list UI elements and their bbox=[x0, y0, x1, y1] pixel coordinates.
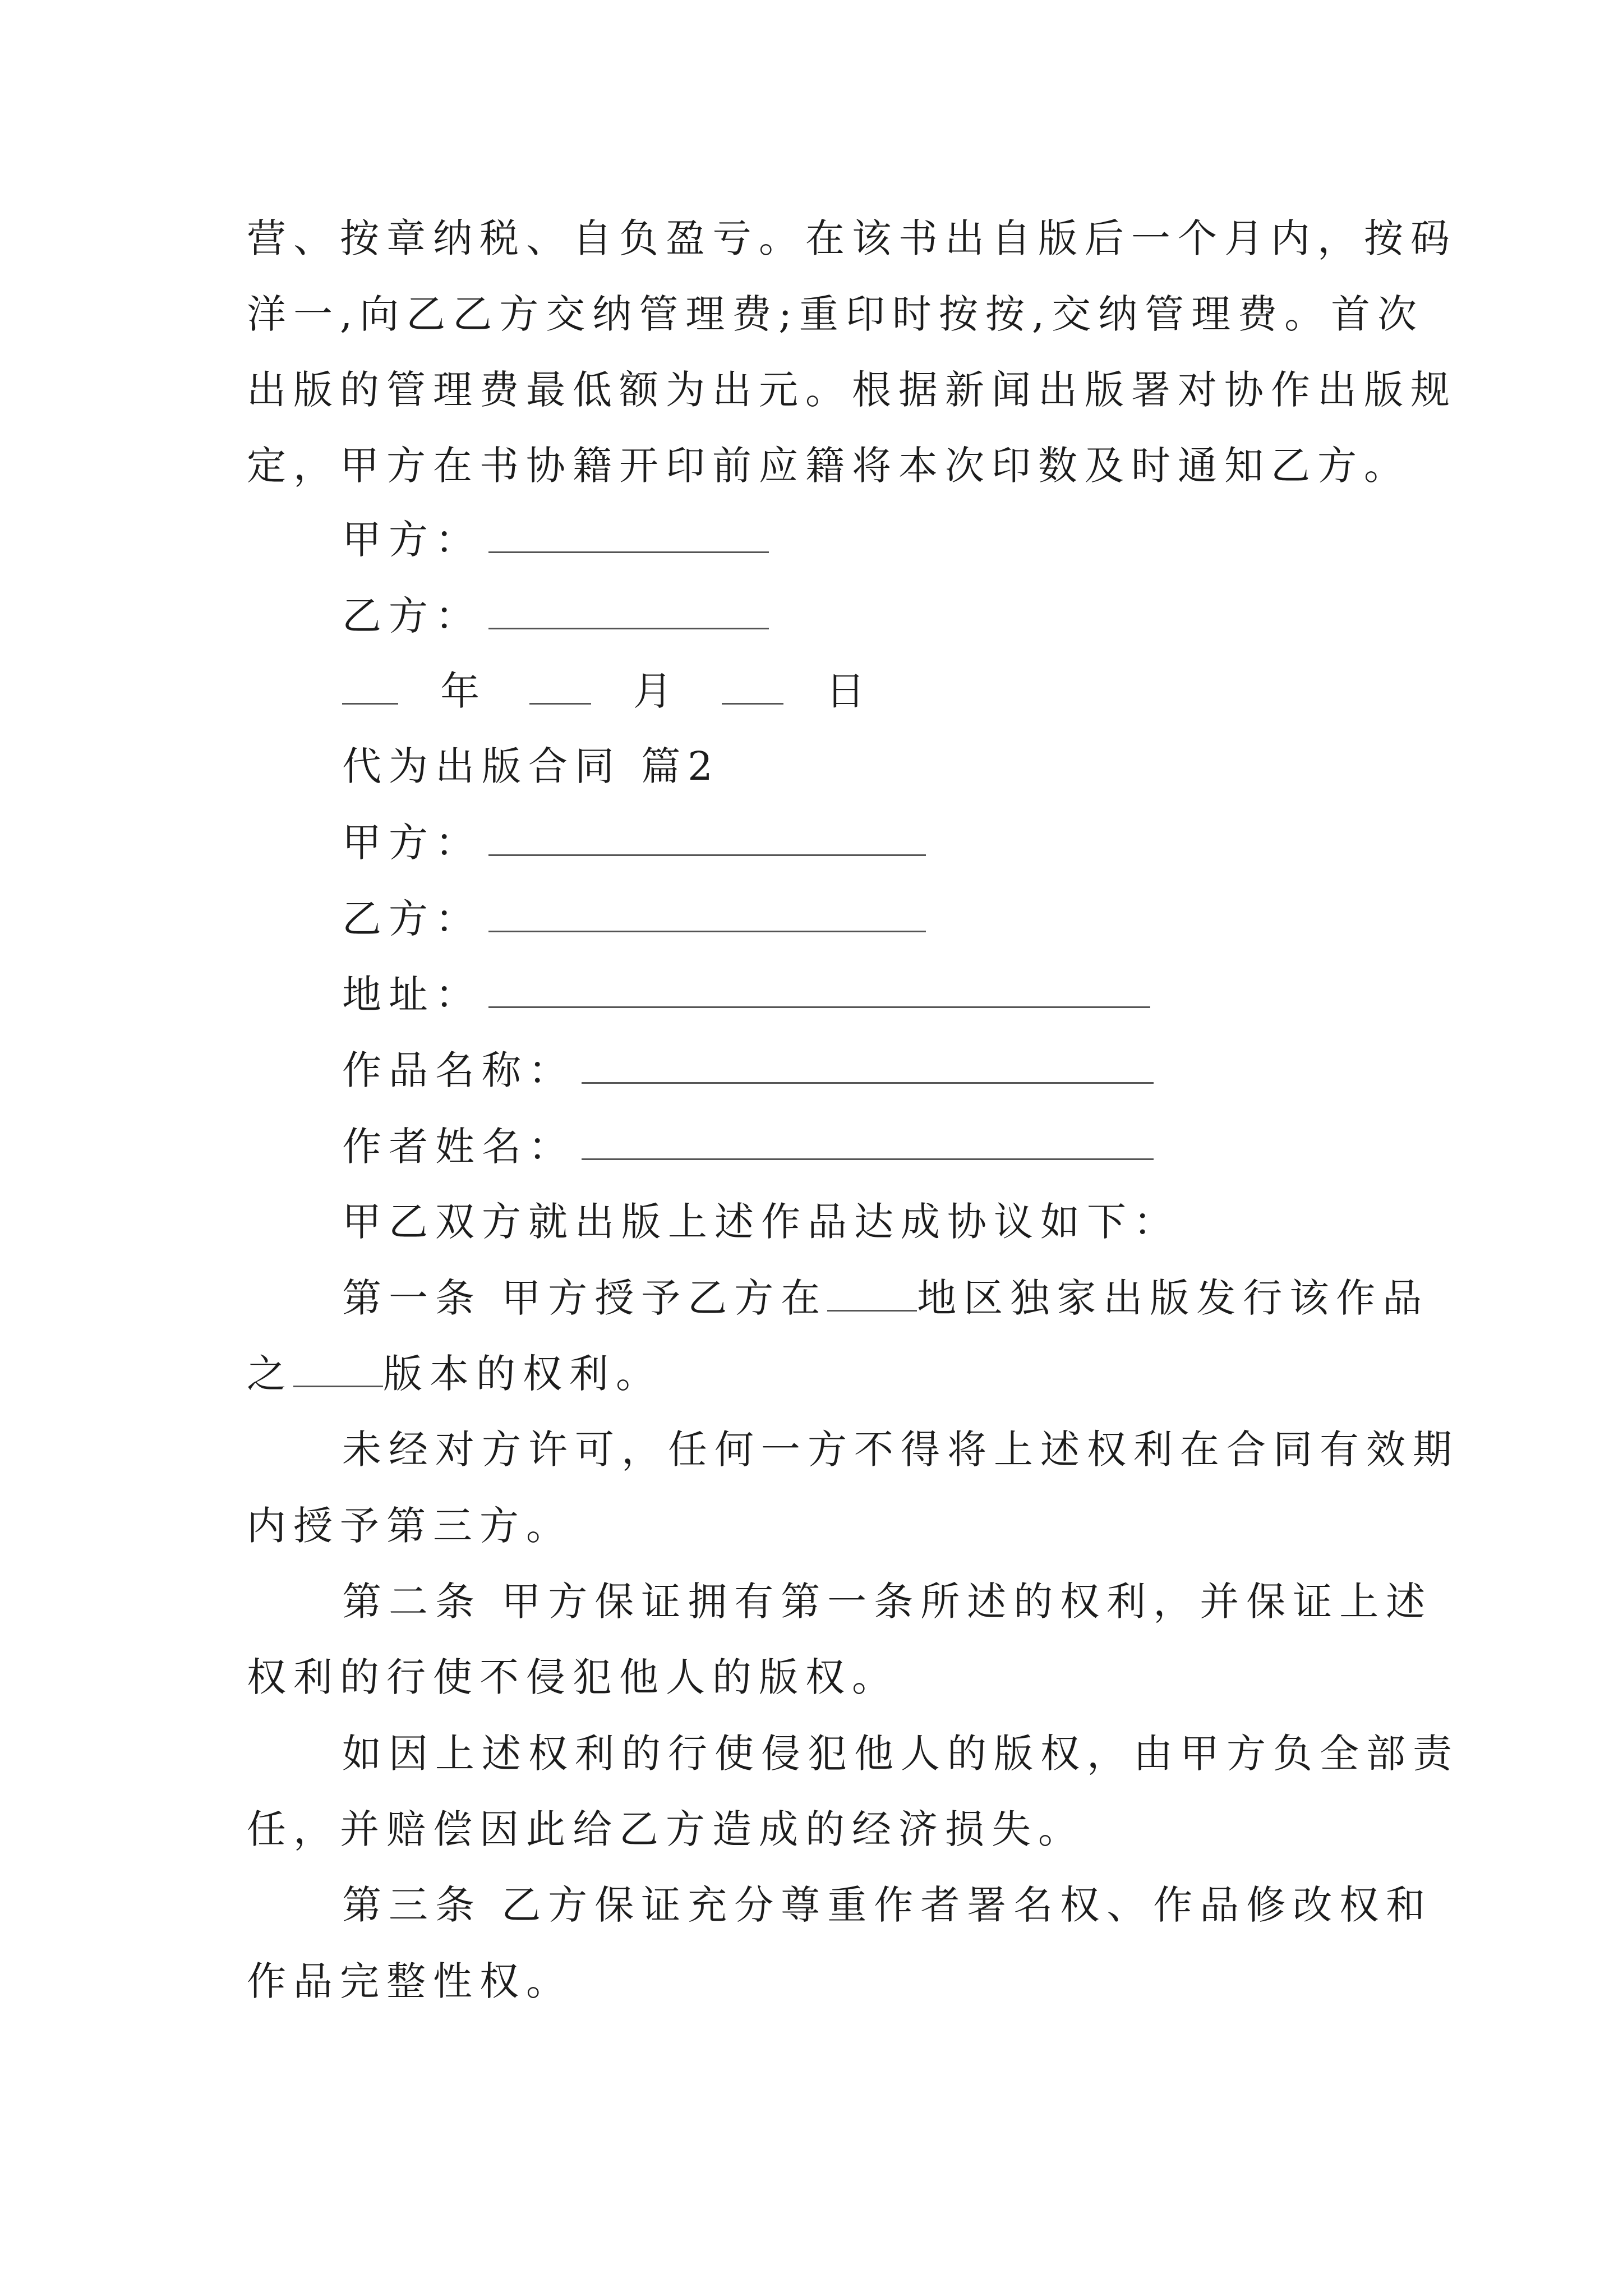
day-label: 日 bbox=[826, 668, 873, 714]
work-title-row bbox=[342, 1048, 1154, 1093]
year-blank[interactable] bbox=[342, 677, 398, 705]
article-1-line-2 bbox=[247, 1351, 662, 1396]
sign-party-a-field[interactable] bbox=[488, 526, 769, 553]
article-1-text-end: 地区独家出版发行该作品 bbox=[917, 1275, 1430, 1321]
article-1-line-2-start: 之 bbox=[247, 1351, 293, 1397]
form-party-b-field[interactable] bbox=[488, 905, 926, 932]
work-title-label: 作品名称： bbox=[342, 1047, 575, 1093]
form-party-b-row bbox=[342, 896, 926, 941]
intro-line-2: 洋一,向乙乙方交纳管理费;重印时按按,交纳管理费。首次 bbox=[247, 291, 1424, 337]
sign-party-a-label: 甲方： bbox=[342, 517, 482, 563]
work-title-field[interactable] bbox=[582, 1056, 1154, 1084]
version-blank[interactable] bbox=[293, 1360, 383, 1387]
month-blank[interactable] bbox=[529, 677, 591, 705]
article-1-line-1 bbox=[342, 1276, 1429, 1320]
intro-line-3: 出版的管理费最低额为出元。根据新闻出版署对协作出版规 bbox=[247, 367, 1457, 413]
article-2-line-2: 权利的行使不侵犯他人的版权。 bbox=[247, 1654, 898, 1700]
sign-party-a-row bbox=[342, 517, 769, 562]
form-party-a-label: 甲方： bbox=[342, 820, 482, 866]
month-label: 月 bbox=[633, 668, 680, 714]
article-1-line-2-end: 版本的权利。 bbox=[383, 1351, 662, 1397]
date-row bbox=[342, 669, 895, 714]
address-field[interactable] bbox=[488, 981, 1150, 1008]
intro-line-4: 定，甲方在书协籍开印前应籍将本次印数及时通知乙方。 bbox=[247, 443, 1410, 489]
intro-line-1: 营、按章纳税、自负盈亏。在该书出自版后一个月内，按码 bbox=[247, 215, 1457, 261]
author-name-field[interactable] bbox=[582, 1133, 1154, 1160]
article-3-line-1: 第三条 乙方保证充分尊重作者署名权、作品修改权和 bbox=[342, 1882, 1433, 1928]
article-2-extra-line-2: 任，并赔偿因此给乙方造成的经济损失。 bbox=[247, 1806, 1085, 1852]
year-label: 年 bbox=[440, 668, 487, 714]
article-2-line-1: 第二条 甲方保证拥有第一条所述的权利，并保证上述 bbox=[342, 1579, 1433, 1625]
address-label: 地址： bbox=[342, 972, 482, 1018]
agreement-intro: 甲乙双方就出版上述作品达成协议如下： bbox=[342, 1199, 1180, 1245]
author-name-label: 作者姓名： bbox=[342, 1124, 575, 1170]
form-party-a-field[interactable] bbox=[488, 829, 926, 856]
section-title: 代为出版合同 篇2 bbox=[342, 743, 720, 789]
article-1-extra-line-1: 未经对方许可，任何一方不得将上述权利在合同有效期 bbox=[342, 1427, 1459, 1473]
author-name-row bbox=[342, 1124, 1154, 1169]
article-2-extra-line-1: 如因上述权利的行使侵犯他人的版权，由甲方负全部责 bbox=[342, 1731, 1459, 1777]
address-row bbox=[342, 972, 1150, 1017]
form-party-a-row bbox=[342, 820, 926, 865]
sign-party-b-label: 乙方： bbox=[342, 593, 482, 639]
day-blank[interactable] bbox=[722, 677, 783, 705]
form-party-b-label: 乙方： bbox=[342, 896, 482, 942]
article-1-extra-line-2: 内授予第三方。 bbox=[247, 1503, 573, 1549]
sign-party-b-field[interactable] bbox=[488, 602, 769, 629]
sign-party-b-row bbox=[342, 593, 769, 638]
article-3-line-2: 作品完整性权。 bbox=[247, 1958, 573, 2004]
article-1-text-start: 第一条 甲方授予乙方在 bbox=[342, 1275, 828, 1321]
region-blank[interactable] bbox=[827, 1284, 917, 1312]
